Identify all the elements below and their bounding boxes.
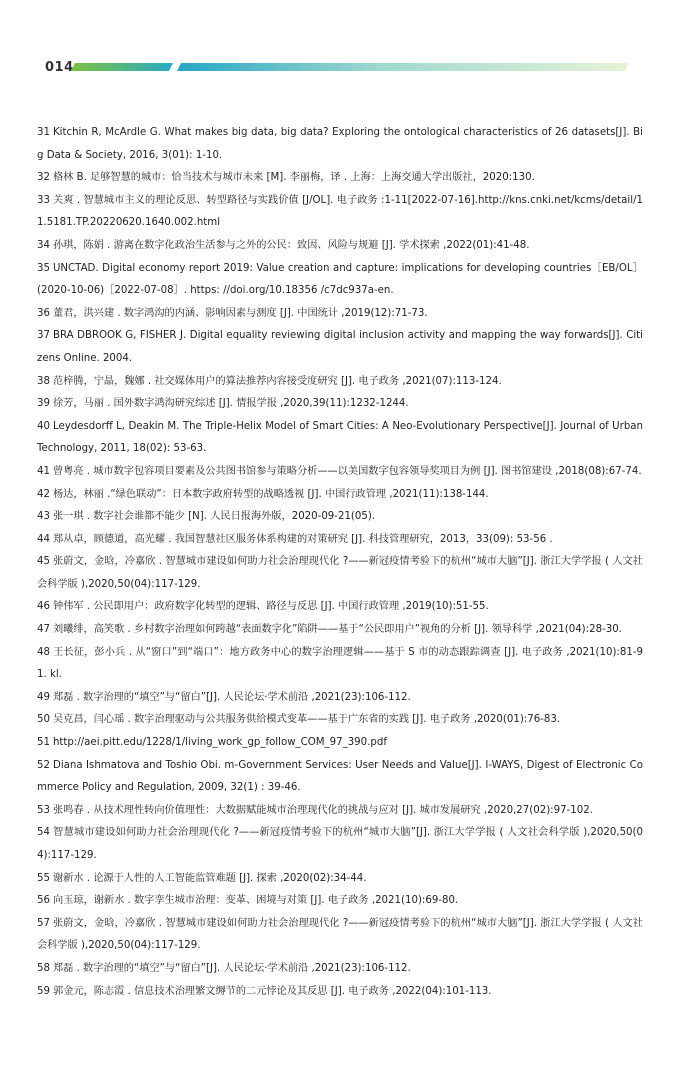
reference-number: 35: [37, 262, 50, 274]
reference-list: [37, 122, 643, 1003]
reference-text: 孙琪，陈娟 . 游离在数字化政治生活参与之外的公民：致因、风险与规避 [J]. 学术探索 ,2022(01):41-48.: [52, 239, 530, 251]
reference-text: 张鸣春 . 从技术理性转向价值理性：大数据赋能城市治理现代化的挑战与应对 [J]. 城市发展研究 ,2020,27(02):97-102.: [52, 804, 593, 816]
reference-item: [37, 755, 643, 800]
reference-item: [37, 800, 643, 823]
reference-number: 44: [37, 533, 50, 545]
reference-number: 37: [37, 330, 50, 342]
reference-text: 吴克昌，闫心瑶 . 数字治理驱动与公共服务供给模式变革——基于广东省的实践 [J]. 电子政务 ,2020(01):76-83.: [52, 714, 561, 726]
reference-text: 刘曦绯，高笑歌 . 乡村数字治理如何跨越“表面数字化”陷阱——基于“公民即用户”视角的分析 [J]. 领导科学 ,2021(04):28-30.: [52, 624, 622, 636]
header-bar-right: [177, 63, 629, 71]
reference-text: 郑从卓，顾德道，高光耀 . 我国智慧社区服务体系构建的对策研究 [J]. 科技管理研究，2013，33(09): 53-56 .: [52, 533, 553, 545]
reference-item: [37, 687, 643, 710]
reference-text: 范梓腾，宁晶，魏娜 . 社交媒体用户的算法推荐内容接受度研究 [J]. 电子政务 ,2021(07):113-124.: [52, 375, 502, 387]
reference-item: [37, 958, 643, 981]
reference-number: 32: [37, 172, 50, 184]
reference-number: 34: [37, 239, 50, 251]
reference-text: Leydesdorff L, Deakin M. The Triple-Helix Model of Smart Cities: A Neo-Evolutionary Perspective[J]. Journal of Urban Technology, 2011, 18(02): 53-63.: [37, 420, 643, 455]
reference-text: 徐芳，马丽 . 国外数字鸿沟研究综述 [J]. 情报学报 ,2020,39(11):1232-1244.: [52, 398, 409, 410]
reference-text: Diana Ishmatova and Toshio Obi. m-Government Services: User Needs and Value[J]. I-WAYS, Digest of Electronic Commerce Policy and Regulation, 2009, 32(1) : 39-46.: [37, 759, 643, 794]
reference-number: 55: [37, 872, 50, 884]
reference-number: 47: [37, 624, 50, 636]
reference-item: [37, 619, 643, 642]
reference-text: 董君，洪兴建 . 数字鸿沟的内涵、影响因素与测度 [J]. 中国统计 ,2019(12):71-73.: [52, 307, 428, 319]
reference-text: 郑磊 . 数字治理的“填空”与“留白”[J]. 人民论坛·学术前沿 ,2021(23):106-112.: [52, 691, 411, 703]
reference-text: 向玉琼，谢新水 . 数字孪生城市治理：变革、困境与对策 [J]. 电子政务 ,2021(10):69-80.: [52, 895, 459, 907]
reference-number: 50: [37, 714, 50, 726]
reference-text: UNCTAD. Digital economy report 2019: Value creation and capture: implications for developing countries［EB/OL］(2020-10-06)［2022-07-08］. https: //doi.org/10.18356 /c7dc937a-en.: [37, 262, 643, 297]
reference-item: [37, 303, 643, 326]
reference-number: 41: [37, 465, 50, 477]
reference-item: [37, 913, 643, 958]
reference-number: 43: [37, 511, 50, 523]
reference-item: [37, 122, 643, 167]
reference-item: [37, 371, 643, 394]
reference-item: [37, 325, 643, 370]
reference-number: 49: [37, 691, 50, 703]
reference-text: 智慧城市建设如何助力社会治理现代化 ?——新冠疫情考验下的杭州“城市大脑”[J]. 浙江大学学报 ( 人文社会科学版 ),2020,50(04):117-129.: [37, 827, 643, 861]
reference-item: [37, 732, 643, 755]
reference-number: 51: [37, 737, 50, 749]
reference-text: 钟伟军 . 公民即用户：政府数字化转型的逻辑、路径与反思 [J]. 中国行政管理 ,2019(10):51-55.: [52, 601, 489, 613]
reference-item: [37, 868, 643, 891]
reference-text: 关爽 . 智慧城市主义的理论反思、转型路径与实践价值 [J/OL]. 电子政务 :1-11[2022-07-16].http://kns.cnki.net/kcms/detail/11.5181.TP.20220620.1640.002.html: [37, 194, 643, 229]
reference-number: 46: [37, 601, 50, 613]
reference-item: [37, 890, 643, 913]
reference-item: [37, 596, 643, 619]
reference-number: 45: [37, 556, 50, 568]
reference-text: Kitchin R, McArdle G. What makes big data, big data? Exploring the ontological characteristics of 26 datasets[J]. Big Data & Society, 2016, 3(01): 1-10.: [37, 127, 643, 161]
reference-item: [37, 529, 643, 552]
reference-item: [37, 167, 643, 190]
reference-item: [37, 506, 643, 529]
reference-text: BRA DBROOK G, FISHER J. Digital equality reviewing digital inclusion activity and mapping the way forwards[J]. Citizens Online. 2004.: [37, 330, 643, 364]
reference-text: 郑磊 . 数字治理的“填空”与“留白”[J]. 人民论坛·学术前沿 ,2021(23):106-112.: [52, 962, 411, 974]
reference-item: [37, 416, 643, 461]
reference-number: 56: [37, 895, 50, 907]
page-header: [0, 0, 680, 80]
reference-item: [37, 709, 643, 732]
header-bars: [0, 0, 680, 80]
reference-item: [37, 551, 643, 596]
reference-number: 39: [37, 398, 50, 410]
reference-text: 杨达，林丽 .“绿色联动”：日本数字政府转型的战略透视 [J]. 中国行政管理 ,2021(11):138-144.: [52, 488, 489, 500]
reference-number: 33: [37, 194, 50, 206]
reference-item: [37, 393, 643, 416]
reference-text: 张蔚文，金晗，冷嘉欣 . 智慧城市建设如何助力社会治理现代化 ?——新冠疫情考验下的杭州“城市大脑”[J]. 浙江大学学报 ( 人文社会科学版 ),2020,50(04):117-129.: [37, 556, 643, 590]
reference-number: 48: [37, 646, 50, 658]
reference-text: 张一琪 . 数字社会谁都不能少 [N]. 人民日报海外版，2020-09-21(05).: [52, 511, 376, 523]
reference-number: 52: [37, 759, 50, 771]
reference-number: 58: [37, 962, 50, 974]
reference-item: [37, 235, 643, 258]
reference-text: 郭金元，陈志霞 . 信息技术治理繁文缛节的二元悖论及其反思 [J]. 电子政务 ,2022(04):101-113.: [52, 985, 492, 997]
reference-number: 36: [37, 307, 50, 319]
reference-text: 曾粤亮 . 城市数字包容项目要素及公共图书馆参与策略分析——以美国数字包容领导奖项目为例 [J]. 图书馆建设 ,2018(08):67-74.: [52, 465, 642, 477]
reference-text: 谢新水 . 论源于人性的人工智能监管难题 [J]. 探索 ,2020(02):34-44.: [52, 872, 367, 884]
reference-item: [37, 981, 643, 1004]
reference-number: 57: [37, 917, 50, 929]
reference-number: 59: [37, 985, 50, 997]
page-number: 014: [45, 60, 74, 75]
reference-number: 53: [37, 804, 50, 816]
reference-item: [37, 461, 643, 484]
reference-item: [37, 822, 643, 867]
header-bar-left: [71, 63, 173, 71]
reference-item: [37, 190, 643, 235]
reference-number: 38: [37, 375, 50, 387]
reference-text: 王长征，彭小兵 . 从“窗口”到“端口”：地方政务中心的数字治理逻辑——基于 S 市的动态跟踪调查 [J]. 电子政务 ,2021(10):81-91. kl.: [37, 646, 643, 681]
reference-item: [37, 484, 643, 507]
reference-number: 42: [37, 488, 50, 500]
reference-item: [37, 258, 643, 303]
reference-number: 40: [37, 420, 50, 432]
reference-number: 31: [37, 127, 50, 138]
reference-text: 格林 B. 足够智慧的城市：恰当技术与城市未来 [M]. 李丽梅，译 . 上海：上海交通大学出版社，2020:130.: [52, 172, 535, 184]
reference-text: 张蔚文，金晗，冷嘉欣 . 智慧城市建设如何助力社会治理现代化 ?——新冠疫情考验下的杭州“城市大脑”[J]. 浙江大学学报 ( 人文社会科学版 ),2020,50(04):117-129.: [37, 917, 643, 952]
reference-item: [37, 642, 643, 687]
reference-number: 54: [37, 827, 50, 839]
reference-text: http://aei.pitt.edu/1228/1/living_work_gp_follow_COM_97_390.pdf: [52, 737, 387, 749]
